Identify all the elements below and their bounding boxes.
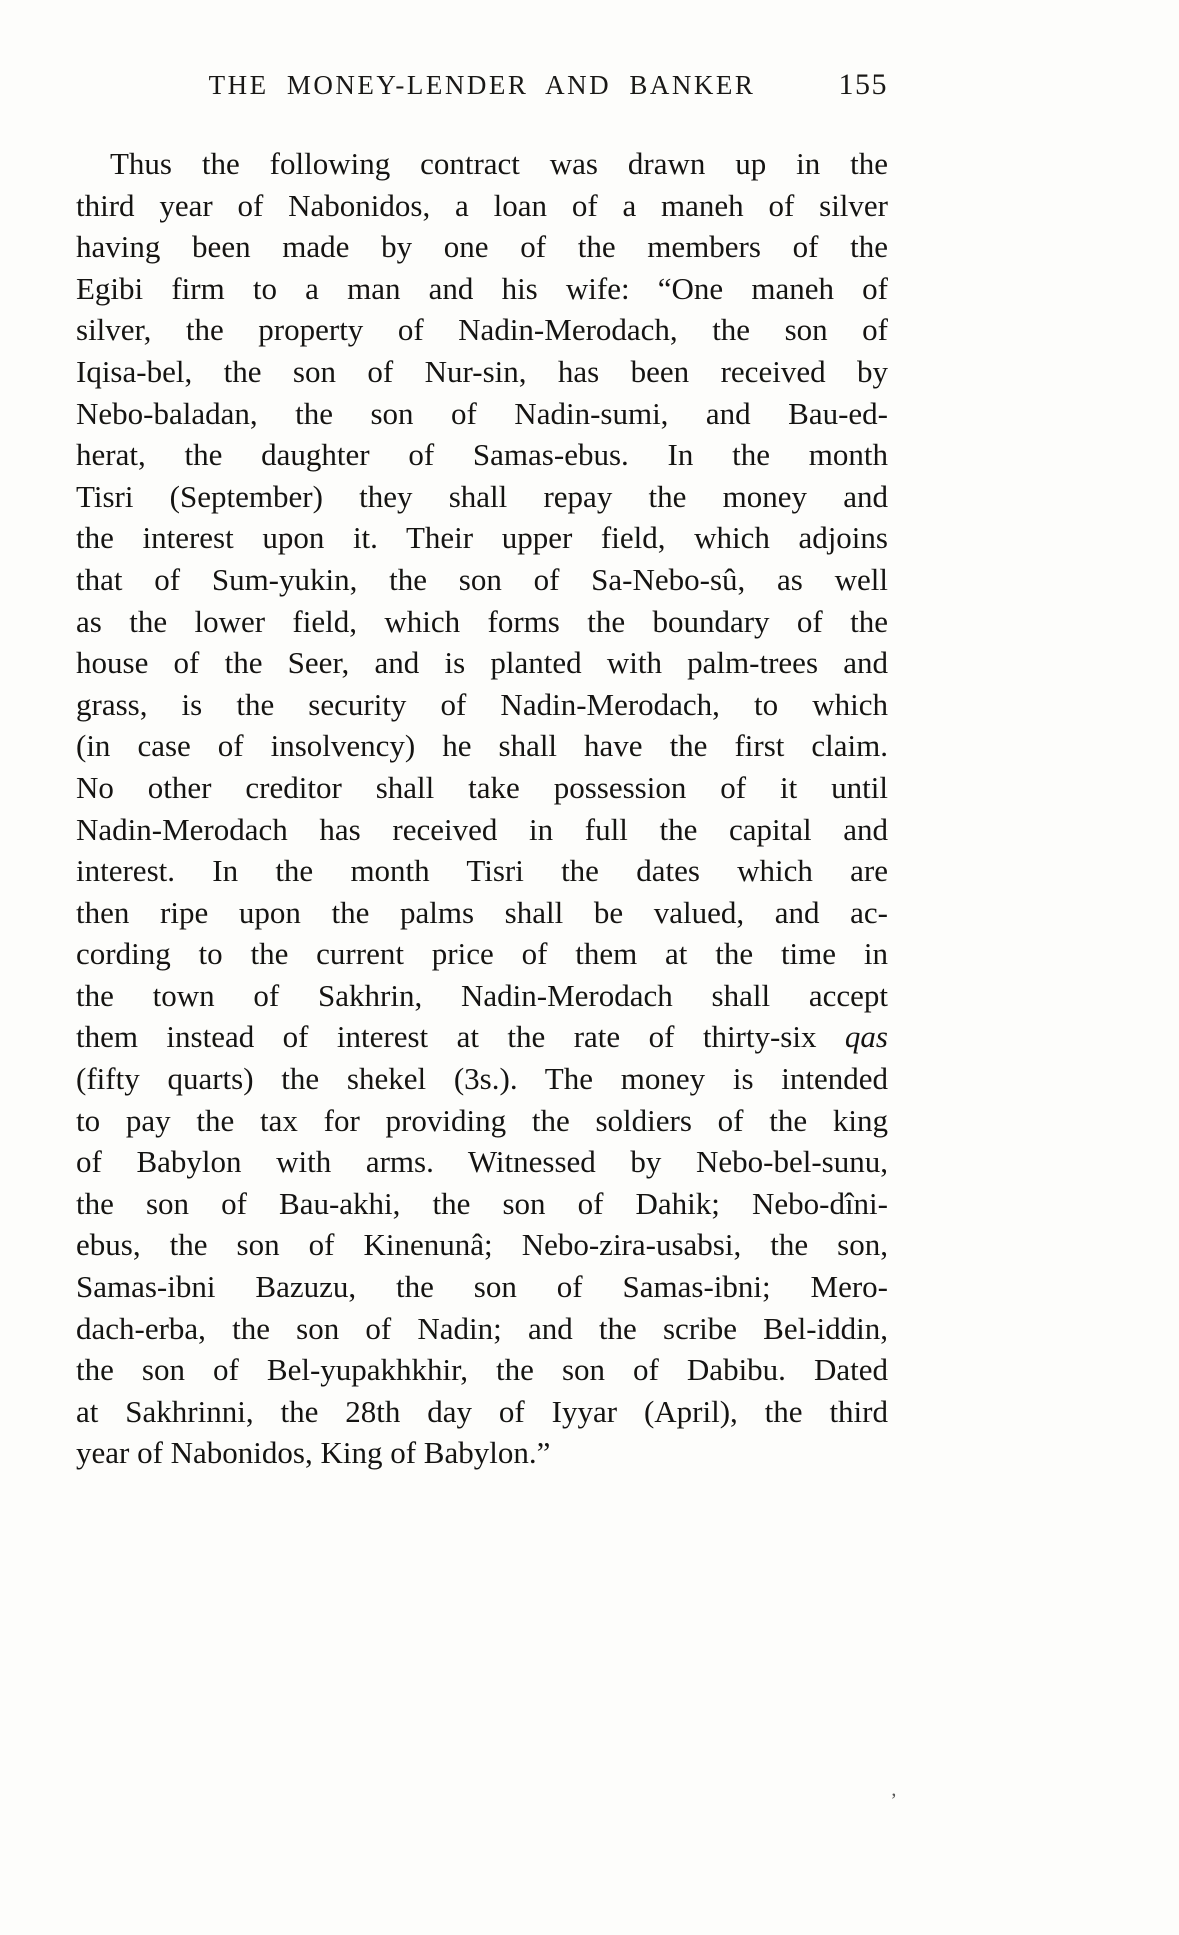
text-line: Samas-ibni Bazuzu, the son of Samas-ibni; Mero- [76,1269,888,1305]
text-line: ebus, the son of Kinenunâ; Nebo-zira-usabsi, the son, [76,1227,888,1263]
text-line: the town of Sakhrin, Nadin-Merodach shall accept [76,977,888,1013]
page-body [76,143,888,1474]
text-line: the interest upon it. Their upper field, which adjoins [76,520,888,556]
page-number: 155 [838,68,888,101]
text-line: dach-erba, the son of Nadin; and the scribe Bel-iddin, [76,1310,888,1346]
text-line: having been made by one of the members of the [76,229,888,265]
text-line: at Sakhrinni, the 28th day of Iyyar (April), the third [76,1393,888,1429]
text-line: cording to the current price of them at the time in [76,936,888,972]
scan-artifact: ʼ [890,1790,897,1812]
running-header-title: THE MONEY-LENDER AND BANKER [208,70,756,100]
text-line: herat, the daughter of Samas-ebus. In the month [76,437,888,473]
text-line: to pay the tax for providing the soldiers of the king [76,1102,888,1138]
text-line: the son of Bel-yupakhkhir, the son of Dabibu. Dated [76,1352,888,1388]
text-line: grass, is the security of Nadin-Merodach, to which [76,686,888,722]
text-line: the son of Bau-akhi, the son of Dahik; Nebo-dîni- [76,1185,888,1221]
text-line: (in case of insolvency) he shall have the first claim. [76,728,888,764]
text-line: Nebo-baladan, the son of Nadin-sumi, and Bau-ed- [76,395,888,431]
text-line: Tisri (September) they shall repay the money and [76,478,888,514]
text-line: silver, the property of Nadin-Merodach, the son of [76,312,888,348]
text-line: of Babylon with arms. Witnessed by Nebo-bel-sunu, [76,1144,888,1180]
text-line: Egibi firm to a man and his wife: “One maneh of [76,270,888,306]
text-line: then ripe upon the palms shall be valued, and ac- [76,894,888,930]
text-line: No other creditor shall take possession of it until [76,769,888,805]
text-line: as the lower field, which forms the boundary of the [76,603,888,639]
text-line: third year of Nabonidos, a loan of a maneh of silver [76,187,888,223]
text-line: (fifty quarts) the shekel (3s.). The money is intended [76,1061,888,1097]
text-line: them instead of interest at the rate of thirty-six qas [76,1019,888,1055]
text-line: year of Nabonidos, King of Babylon.” [76,1435,551,1471]
text-line: Thus the following contract was drawn up in the [110,146,888,181]
text-line: Iqisa-bel, the son of Nur-sin, has been received by [76,353,888,389]
text-line: house of the Seer, and is planted with palm-trees and [76,645,888,681]
text-line: that of Sum-yukin, the son of Sa-Nebo-sû, as well [76,561,888,597]
text-block [76,70,888,1474]
text-line: Nadin-Merodach has received in full the capital and [76,811,888,847]
text-line: interest. In the month Tisri the dates which are [76,853,888,889]
running-header [76,70,888,116]
